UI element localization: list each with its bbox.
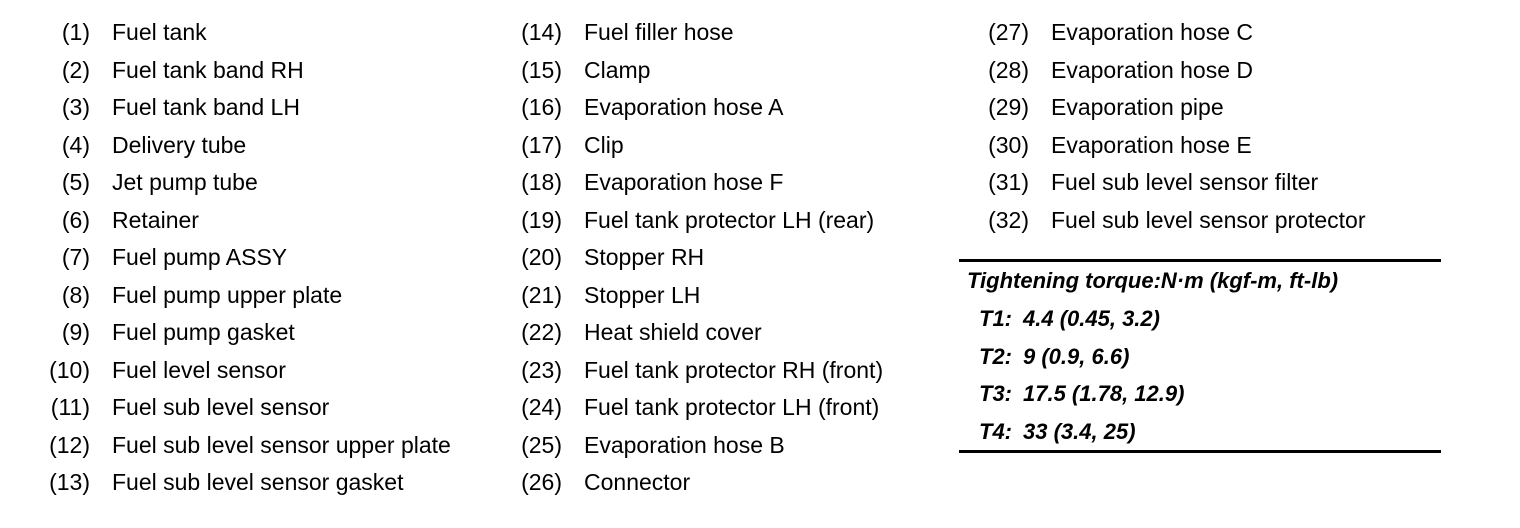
list-item <box>490 389 945 427</box>
part-number: (2) <box>61 56 90 83</box>
legend-column-1 <box>0 14 480 502</box>
part-label: Fuel filler hose <box>584 19 734 45</box>
table-row <box>959 300 1441 338</box>
part-label: Fuel pump upper plate <box>112 281 343 308</box>
part-number: (21) <box>521 281 562 308</box>
torque-key: T2: <box>979 343 1012 369</box>
part-label: Fuel sub level sensor upper plate <box>112 431 451 458</box>
table-row <box>959 338 1441 376</box>
part-label: Evaporation hose C <box>1051 19 1254 45</box>
part-label: Evaporation hose E <box>1051 131 1252 158</box>
list-item <box>18 389 480 427</box>
part-number: (24) <box>521 394 562 420</box>
torque-value: 33 (3.4, 25) <box>1023 418 1136 444</box>
list-item <box>18 14 480 52</box>
part-label: Stopper RH <box>584 244 705 270</box>
list-item <box>490 164 945 202</box>
part-label: Fuel tank band LH <box>112 94 300 120</box>
part-label: Evaporation hose B <box>584 431 785 458</box>
part-label: Fuel sub level sensor gasket <box>112 469 404 495</box>
part-label: Fuel tank protector LH (rear) <box>584 206 875 233</box>
list-item <box>18 89 480 127</box>
torque-table-title: Tightening torque:N·m (kgf-m, ft-lb) <box>967 268 1339 293</box>
list-item <box>957 164 1520 202</box>
list-item <box>957 127 1520 165</box>
part-label: Evaporation pipe <box>1051 94 1224 120</box>
part-label: Jet pump tube <box>112 169 258 195</box>
part-label: Heat shield cover <box>584 319 762 345</box>
part-label: Fuel sub level sensor <box>112 394 330 420</box>
list-item <box>490 14 945 52</box>
part-number: (31) <box>988 169 1029 195</box>
part-label: Evaporation hose D <box>1051 56 1254 83</box>
part-label: Fuel pump ASSY <box>112 244 288 270</box>
part-label: Fuel tank protector RH (front) <box>584 356 884 383</box>
list-item <box>490 464 945 502</box>
part-label: Fuel tank band RH <box>112 56 304 83</box>
list-item <box>18 202 480 240</box>
part-number: (16) <box>521 94 562 120</box>
part-label: Clamp <box>584 56 651 83</box>
part-label: Evaporation hose A <box>584 94 784 120</box>
part-label: Connector <box>584 469 691 495</box>
part-label: Stopper LH <box>584 281 701 308</box>
part-number: (28) <box>988 56 1029 83</box>
list-item <box>490 202 945 240</box>
part-label: Fuel tank protector LH (front) <box>584 394 880 420</box>
part-label: Retainer <box>112 206 199 233</box>
part-number: (27) <box>988 19 1029 45</box>
list-item <box>490 352 945 390</box>
part-number: (29) <box>988 94 1029 120</box>
table-row <box>959 413 1441 451</box>
part-number: (10) <box>49 356 90 383</box>
list-item <box>18 314 480 352</box>
list-item <box>18 127 480 165</box>
list-item <box>18 352 480 390</box>
list-item <box>18 277 480 315</box>
part-label: Delivery tube <box>112 131 247 158</box>
list-item <box>490 277 945 315</box>
legend-column-3 <box>945 14 1520 453</box>
part-number: (1) <box>61 19 90 45</box>
list-item <box>490 314 945 352</box>
part-number: (8) <box>61 281 90 308</box>
part-number: (19) <box>521 206 562 233</box>
part-label: Evaporation hose F <box>584 169 784 195</box>
legend-column-2 <box>480 14 945 502</box>
part-number: (15) <box>521 56 562 83</box>
part-number: (32) <box>988 206 1029 233</box>
list-item <box>18 164 480 202</box>
table-row <box>959 375 1441 413</box>
tightening-torque-table <box>959 259 1441 453</box>
part-number: (7) <box>61 244 90 270</box>
list-item <box>490 127 945 165</box>
part-number: (13) <box>49 469 90 495</box>
torque-value: 4.4 (0.45, 3.2) <box>1023 306 1160 331</box>
part-number: (17) <box>521 131 562 158</box>
part-number: (18) <box>521 169 562 195</box>
part-label: Fuel pump gasket <box>112 319 295 345</box>
list-item <box>957 14 1520 52</box>
list-item <box>18 427 480 465</box>
list-item <box>490 52 945 90</box>
part-number: (20) <box>521 244 562 270</box>
part-number: (4) <box>61 131 90 158</box>
part-number: (3) <box>61 94 90 120</box>
torque-value: 17.5 (1.78, 12.9) <box>1023 381 1185 406</box>
list-item <box>490 239 945 277</box>
part-number: (30) <box>988 131 1029 158</box>
part-label: Fuel sub level sensor filter <box>1051 169 1319 195</box>
part-number: (12) <box>49 431 90 458</box>
part-number: (22) <box>521 319 562 345</box>
list-item <box>18 464 480 502</box>
torque-key: T3: <box>979 381 1012 406</box>
part-label: Fuel tank <box>112 19 207 45</box>
torque-key: T4: <box>979 418 1012 444</box>
torque-key: T1: <box>979 306 1012 331</box>
part-label: Fuel level sensor <box>112 356 286 383</box>
part-number: (9) <box>61 319 90 345</box>
part-number: (6) <box>61 206 90 233</box>
part-number: (26) <box>521 469 562 495</box>
list-item <box>18 239 480 277</box>
list-item <box>490 427 945 465</box>
part-number: (23) <box>521 356 562 383</box>
part-number: (25) <box>521 431 562 458</box>
list-item <box>490 89 945 127</box>
list-item <box>957 89 1520 127</box>
part-number: (5) <box>61 169 90 195</box>
list-item <box>957 52 1520 90</box>
legend-columns <box>0 14 1520 502</box>
torque-value: 9 (0.9, 6.6) <box>1023 343 1130 369</box>
list-item <box>18 52 480 90</box>
list-item <box>957 202 1520 240</box>
part-number: (14) <box>521 19 562 45</box>
part-label: Fuel sub level sensor protector <box>1051 206 1366 233</box>
part-number: (11) <box>50 394 90 420</box>
part-label: Clip <box>584 131 624 158</box>
